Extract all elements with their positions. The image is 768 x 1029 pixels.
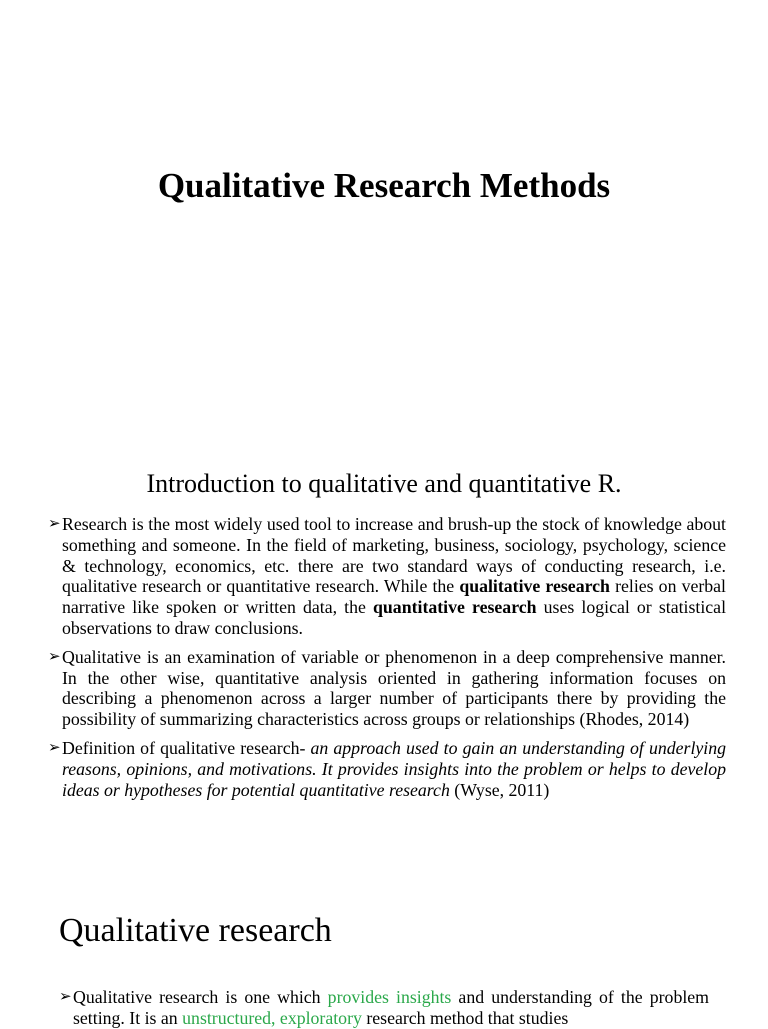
bullet-definition <box>48 737 727 800</box>
bullet-text: Research is the most widely used tool to increase and brush-up the stock of knowledge about something and someone. In the field of marketing, business, sociology, psychology, science & technology, economics, etc. there are two standard ways of conducting research, i.e. qualitative research or quantitative research. While the <box>62 514 726 597</box>
highlight-insights: provides insights <box>327 987 452 1007</box>
italic-definition: an approach used to gain an understanding of underlying reasons, opinions, and motivations. It provides insights into the problem or helps to develop ideas or hypotheses for potential quantitative research <box>62 737 727 800</box>
bullet-text: research method that studies <box>361 1007 569 1028</box>
bullet-qualitative-examination <box>48 646 726 730</box>
bullet-text: and understanding of the problem setting. It is an <box>73 987 710 1028</box>
arrow-bullet-icon: ➢ <box>48 739 61 756</box>
bullet-text: Qualitative is an examination of variable or phenomenon in a deep comprehensive manner. In the other wise, quantitative analysis oriented in gathering information focuses on describing a phenomenon across a larger number of participants there by providing the possibility of summarizing characteristics across groups or relationships (Rhodes, 2014) <box>62 646 726 730</box>
arrow-bullet-icon: ➢ <box>59 989 72 1005</box>
bullet-text: Qualitative research is one which <box>73 987 328 1007</box>
bold-term-quantitative: quantitative research <box>373 597 537 618</box>
arrow-bullet-icon: ➢ <box>48 648 61 665</box>
page-title: Qualitative Research Methods <box>157 166 611 205</box>
bullet-text: relies on verbal narrative like spoken or written data, the <box>62 576 726 618</box>
bullet-text: uses logical or statistical observations to draw conclusions. <box>62 597 727 638</box>
bold-term-qualitative: qualitative research <box>459 576 610 597</box>
intro-heading: Introduction to qualitative and quantitative R. <box>146 469 622 498</box>
bullet-qualitative-insights <box>59 987 710 1029</box>
arrow-bullet-icon: ➢ <box>48 516 61 532</box>
highlight-unstructured: unstructured, exploratory <box>182 1007 362 1028</box>
bullet-research-definition <box>48 514 727 639</box>
section-heading: Qualitative research <box>59 912 332 949</box>
intro-bullet-list <box>48 514 727 800</box>
bullet-text: Definition of qualitative research- <box>62 737 311 758</box>
citation: (Wyse, 2011) <box>449 779 550 800</box>
section-bullet-list <box>59 987 710 1029</box>
